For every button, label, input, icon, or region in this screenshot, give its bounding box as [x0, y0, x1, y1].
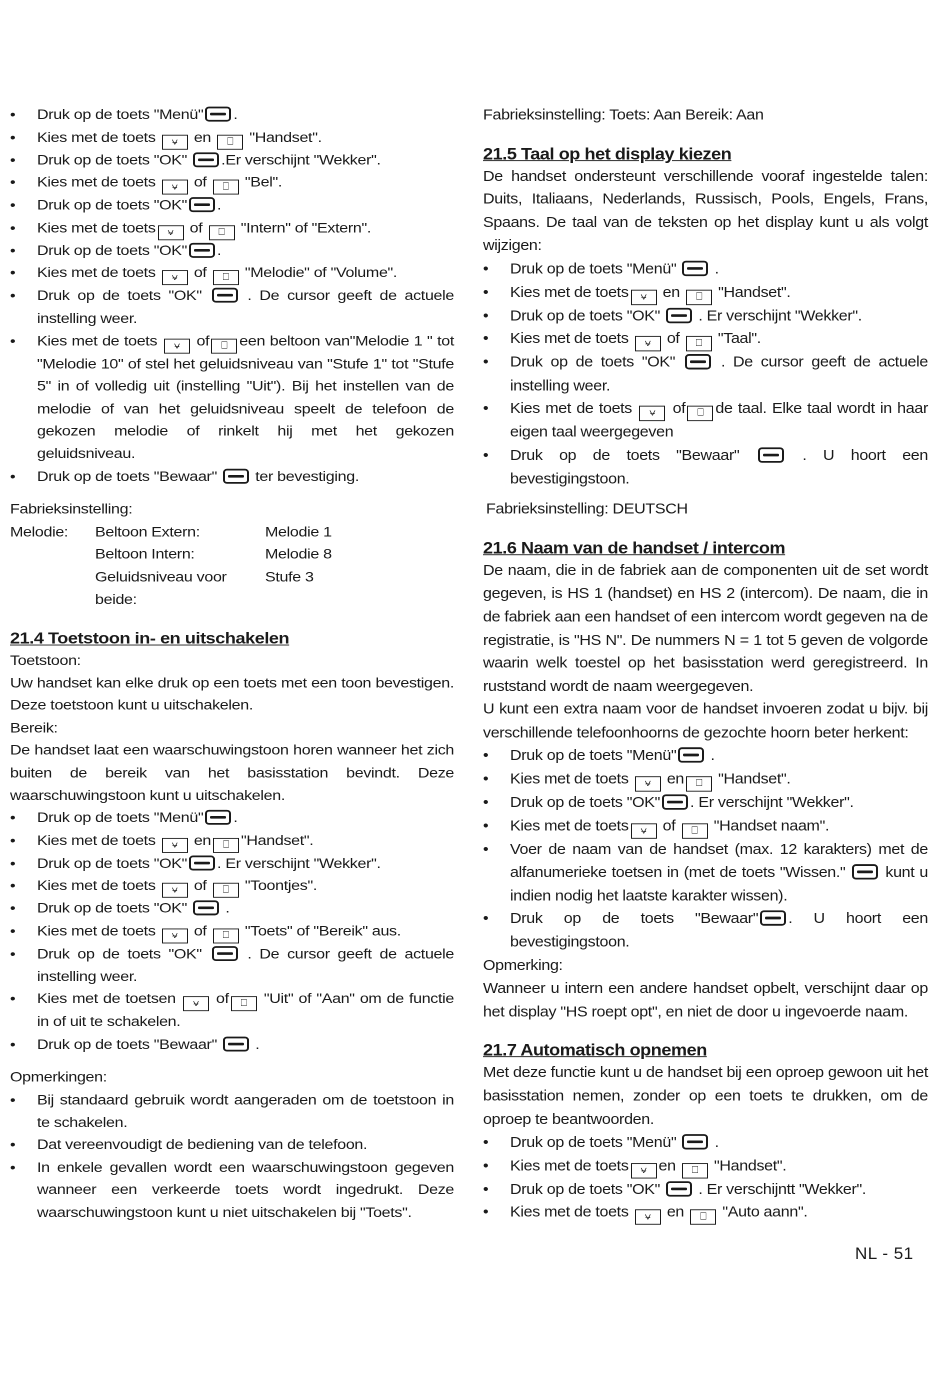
list-item: • In enkele gevallen wordt een waarschuwingstoon gegeven wanneer een verkeerde toets wordt ingedrukt. Deze waarschuwingstoon kunt u niet uitschakelen bij "Toets". [10, 1157, 454, 1224]
bullet: • [10, 1137, 16, 1153]
bereik-label: Bereik: [10, 720, 58, 736]
phonebook-key-icon: ⎕ [682, 823, 708, 838]
bullet: • [10, 1160, 16, 1176]
bullet: • [483, 771, 489, 788]
contact-key-icon: ⍱ [162, 180, 188, 195]
factory-settings-toets: Fabrieksinstelling: Toets: Aan Bereik: Aan [483, 107, 764, 124]
contact-key-icon: ⍱ [631, 823, 657, 838]
section-21-5-title: 21.5 Taal op het display kiezen [483, 144, 732, 163]
list-item: • Druk op de toets "Menü" . [483, 258, 928, 281]
list-item: • Druk op de toets "OK" . De cursor geeft de actuele instelling weer. [483, 351, 928, 397]
list-item: • Druk op de toets "Menü" . [10, 807, 454, 829]
section-21-6-title: 21.6 Naam van de handset / intercom [483, 538, 786, 557]
remark-label: Opmerking: [483, 958, 563, 974]
section-21-4-title: 21.4 Toetstoon in- en uitschakelen [10, 629, 290, 648]
contact-key-icon: ⍱ [162, 838, 188, 853]
list-item: • Druk op de toets "OK" . Er verschijnt "Wekker". [10, 853, 454, 875]
bullet: • [483, 308, 489, 324]
phonebook-key-icon: ⎕ [213, 929, 239, 944]
menu-key-icon [666, 1181, 692, 1196]
bullet: • [483, 818, 489, 834]
menu-key-icon [760, 911, 786, 926]
bullet: • [10, 810, 16, 826]
factory-settings-language: Fabrieksinstelling: DEUTSCH [486, 501, 688, 518]
section-21-5-text: De handset ondersteunt verschillende vooraf ingestelde talen: Duits, Italiaans, Nederlands, Russisch, Pools, Engels, Frans, Spaans. De taal van de teksten op het display kunt u als volgt wijzigen: [483, 168, 928, 254]
table-cell [10, 544, 95, 566]
contact-key-icon: ⍱ [635, 336, 661, 351]
section-21-6-text-2: U kunt een extra naam voor de handset invoeren zodat u bijv. bij verschillende telefoonhoorns de gezochte hoorn beter herkent: [483, 702, 928, 741]
bullet: • [483, 355, 489, 371]
bullet: • [483, 748, 489, 764]
list-item: • Druk op de toets "OK" . [10, 240, 454, 262]
list-item: • Druk op de toets "OK" . De cursor geeft de actuele instelling weer. [10, 285, 454, 330]
bullet: • [10, 1037, 16, 1053]
menu-key-icon [189, 243, 215, 258]
contact-key-icon: ⍱ [162, 929, 188, 944]
list-item: • Voer de naam van de handset (max. 12 karakters) met de alfanumerieke toetsen in (met de toets "Wissen." kunt u indien nodig het laatste karakter wissen). [483, 838, 928, 908]
phonebook-key-icon: ⎕ [213, 883, 239, 898]
left-column [10, 104, 454, 1224]
list-item: • Druk op de toets "OK" . [10, 195, 454, 217]
factory-settings-label: Fabrieksinstelling: [10, 502, 133, 518]
right-column [483, 104, 928, 1225]
bullet: • [483, 448, 489, 464]
remarks-list [10, 1089, 454, 1224]
instruction-list [10, 104, 454, 488]
bullet: • [483, 401, 489, 417]
menu-key-icon [212, 288, 238, 303]
list-item: • Druk op de toets "OK" . [10, 898, 454, 920]
contact-key-icon: ⍱ [162, 270, 188, 285]
phonebook-key-icon: ⎕ [211, 338, 237, 353]
list-item: • Kies met de toets ⍱ of ⎕ een beltoon van"Melodie 1 " tot "Melodie 10" of stel het geluidsniveau van "Stufe 1" tot "Stufe 5" in of volledig uit (instelling "Uit"). Bij het instellen van de melodie of van het geluidsniveau speelt de telefoon de gekozen melodie of rinkelt hij met het gekozen geluidsniveau. [10, 330, 454, 465]
table-cell: Stufe 3 [265, 569, 314, 585]
bullet: • [10, 243, 16, 259]
table-cell: Melodie 1 [265, 524, 332, 540]
list-item: • Druk op de toets "Bewaar" . U hoort een bevestigingstoon. [483, 908, 928, 954]
list-item: • Kies met de toets ⍱ of ⎕ "Melodie" of "Volume". [10, 263, 454, 286]
table-cell: Beltoon Extern: [95, 524, 200, 540]
phonebook-key-icon: ⎕ [213, 270, 239, 285]
contact-key-icon: ⍱ [162, 134, 188, 149]
bullet: • [10, 333, 16, 349]
bullet: • [483, 1135, 489, 1151]
list-item: • Druk op de toets "Menü" . [483, 745, 928, 768]
bullet: • [10, 833, 16, 849]
phonebook-key-icon: ⎕ [690, 1210, 716, 1225]
menu-key-icon [685, 354, 711, 369]
bullet: • [10, 175, 16, 191]
menu-key-icon [682, 261, 708, 276]
menu-key-icon [189, 855, 215, 870]
bullet: • [10, 107, 16, 123]
contact-key-icon: ⍱ [162, 883, 188, 898]
list-item: • Kies met de toets ⍱ of ⎕ "Toets" of "Bereik" aus. [10, 921, 454, 944]
bullet: • [10, 856, 16, 872]
bullet: • [483, 911, 489, 928]
section-21-6-text: De naam, die in de fabriek aan de componenten uit de set wordt gegeven, is HS 1 (handset) en HS 2 (intercom). De naam, die in de fabriek aan een handset of een intercom wordt gegeven na de registratie, is "HS N". De nummers N = 1 tot 5 geven de volgorde waarin welk toestel op het basisstation werd geregistreerd. In ruststand wordt de naam weergegeven. [483, 563, 928, 695]
list-item: • Druk op de toets "OK" . Er verschijnt "Wekker". [483, 792, 928, 815]
table-cell: Melodie 8 [265, 547, 332, 563]
list-item: • Druk op de toets "Bewaar" . [10, 1034, 454, 1056]
list-item: • Kies met de toets ⍱ en ⎕ "Handset". [10, 126, 454, 149]
menu-key-icon [205, 810, 231, 825]
bullet: • [10, 288, 16, 304]
menu-key-icon [678, 748, 704, 763]
menu-key-icon [223, 1036, 249, 1051]
list-item: • Kies met de toets ⍱ of ⎕ "Intern" of "Extern". [10, 217, 454, 240]
factory-settings-table [10, 521, 454, 611]
bereik-text: De handset laat een waarschuwingstoon horen wanneer het zich buiten de bereik van het basisstation bevindt. Deze waarschuwingstoon kunt u uitschakelen. [10, 743, 454, 804]
menu-key-icon [852, 864, 878, 879]
list-item: • Druk op de toets "Bewaar" . U hoort een bevestigingstoon. [483, 445, 928, 491]
phonebook-key-icon: ⎕ [682, 1163, 708, 1178]
list-item: • Kies met de toets ⍱ en ⎕ "Auto aann". [483, 1202, 928, 1226]
list-item: • Druk op de toets "OK" . Er verschijnt "Wekker". [483, 305, 928, 328]
instruction-list [10, 807, 454, 1056]
contact-key-icon: ⍱ [635, 1210, 661, 1225]
contact-key-icon: ⍱ [183, 996, 209, 1011]
list-item: • Kies met de toets ⍱ of ⎕ "Toontjes". [10, 875, 454, 898]
bullet: • [10, 130, 16, 145]
bullet: • [10, 266, 16, 282]
contact-key-icon: ⍱ [631, 1163, 657, 1178]
list-item: • Kies met de toets ⍱ en ⎕ "Handset". [483, 1155, 928, 1179]
section-21-7-title: 21.7 Automatisch opnemen [483, 1041, 707, 1060]
table-cell [10, 566, 95, 611]
menu-key-icon [662, 794, 688, 809]
contact-key-icon: ⍱ [639, 406, 665, 421]
bullet: • [483, 1181, 489, 1198]
bullet: • [10, 924, 16, 940]
table-cell: Beltoon Intern: [95, 547, 195, 563]
list-item: • Druk op de toets "OK" . De cursor geeft de actuele instelling weer. [10, 943, 454, 988]
menu-key-icon [682, 1134, 708, 1149]
bullet: • [10, 946, 16, 962]
list-item: • Kies met de toets ⍱ en ⎕ "Handset". [483, 281, 928, 305]
menu-key-icon [223, 468, 249, 483]
bullet: • [10, 1092, 16, 1108]
list-item: • Kies met de toets ⍱ of ⎕ "Handset naam". [483, 815, 928, 839]
list-item: • Dat vereenvoudigt de bediening van de telefoon. [10, 1134, 454, 1156]
remarks-label: Opmerkingen: [10, 1070, 107, 1086]
phonebook-key-icon: ⎕ [231, 996, 257, 1011]
menu-key-icon [193, 901, 219, 916]
bullet: • [483, 1205, 489, 1221]
menu-key-icon [212, 946, 238, 961]
contact-key-icon: ⍱ [635, 776, 661, 791]
list-item: • Druk op de toets "Bewaar" ter bevestiging. [10, 466, 454, 488]
bullet: • [483, 284, 489, 301]
menu-key-icon [666, 307, 692, 322]
list-item: • Kies met de toets ⍱ of ⎕ "Taal". [483, 328, 928, 352]
page-number: NL - 51 [855, 1244, 914, 1263]
phonebook-key-icon: ⎕ [686, 776, 712, 791]
bullet: • [10, 901, 16, 917]
contact-key-icon: ⍱ [164, 338, 190, 353]
bullet: • [483, 1158, 489, 1174]
bullet: • [10, 878, 16, 894]
list-item: • Druk op de toets "OK" . Er verschijntt "Wekker". [483, 1178, 928, 1201]
bullet: • [10, 469, 16, 485]
bullet: • [483, 331, 489, 347]
bullet: • [10, 152, 16, 168]
contact-key-icon: ⍱ [158, 225, 184, 240]
list-item: • Kies met de toets ⍱ of ⎕ "Bel". [10, 172, 454, 195]
list-item: • Kies met de toets ⍱ en ⎕ "Handset". [10, 830, 454, 853]
menu-key-icon [205, 107, 231, 122]
bullet: • [483, 261, 489, 278]
list-item: • Kies met de toets ⍱ en ⎕ "Handset". [483, 768, 928, 792]
phonebook-key-icon: ⎕ [686, 289, 712, 304]
instruction-list [483, 1132, 928, 1225]
menu-key-icon [189, 197, 215, 212]
phonebook-key-icon: ⎕ [213, 180, 239, 195]
menu-key-icon [758, 447, 784, 462]
list-item: • Kies met de toets ⍱ of ⎕ de taal. Elke taal wordt in haar eigen taal weergegeven [483, 398, 928, 445]
list-item: • Kies met de toetsen ⍱ of ⎕ "Uit" of "Aan" om de functie in of uit te schakelen. [10, 988, 454, 1033]
phonebook-key-icon: ⎕ [686, 336, 712, 351]
bullet: • [483, 795, 489, 811]
instruction-list [483, 258, 928, 491]
list-item: • Druk op de toets "Menü" . [10, 104, 454, 126]
toetstoon-label: Toetstoon: [10, 653, 81, 669]
table-cell: Geluidsniveau voor beide: [95, 569, 227, 608]
phonebook-key-icon: ⎕ [217, 134, 243, 149]
instruction-list [483, 745, 928, 954]
menu-key-icon [193, 152, 219, 167]
table-cell: Melodie: [10, 524, 69, 540]
phonebook-key-icon: ⎕ [209, 225, 235, 240]
section-21-7-text: Met deze functie kunt u de handset bij een oproep gewoon uit het basisstation nemen, zonder op een toets te drukken, om de oproep te beantwoorden. [483, 1065, 928, 1128]
phonebook-key-icon: ⎕ [687, 406, 713, 421]
contact-key-icon: ⍱ [631, 289, 657, 304]
bullet: • [10, 198, 16, 214]
bullet: • [10, 991, 16, 1007]
bullet: • [483, 842, 489, 858]
list-item: • Bij standaard gebruik wordt aangeraden om de toetstoon in te schakelen. [10, 1089, 454, 1134]
toetstoon-text: Uw handset kan elke druk op een toets met een toon bevestigen. Deze toetstoon kunt u uitschakelen. [10, 675, 454, 714]
list-item: • Druk op de toets "Menü" . [483, 1132, 928, 1155]
bullet: • [10, 220, 16, 236]
remark-text: Wanneer u intern een andere handset opbelt, verschijnt daar op het display "HS roept opt", en niet de door u ingevoerde naam. [483, 981, 928, 1020]
phonebook-key-icon: ⎕ [213, 838, 239, 853]
list-item: • Druk op de toets "OK" .Er verschijnt "Wekker". [10, 149, 454, 171]
